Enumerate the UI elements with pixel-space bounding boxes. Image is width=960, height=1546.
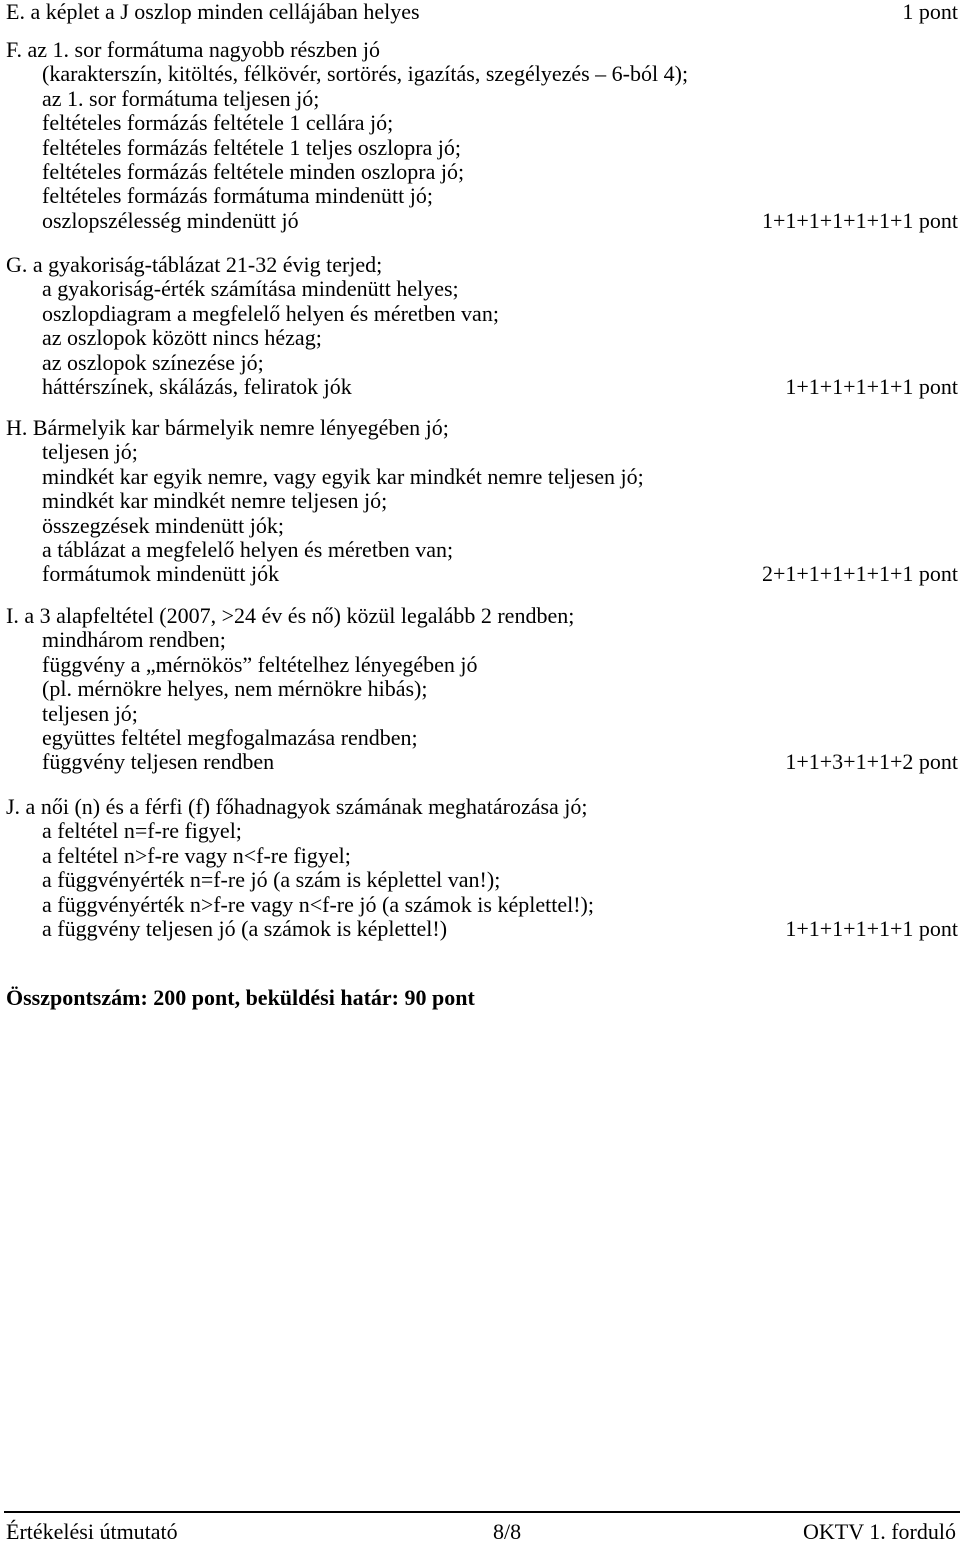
section-line: a feltétel n=f-re figyel;	[42, 818, 242, 844]
section-points: 1+1+1+1+1+1+1 pont	[761, 207, 958, 233]
section-points: 1+1+1+1+1+1 pont	[785, 915, 958, 941]
section-line: a gyakoriság-érték számítása mindenütt helyes;	[42, 276, 459, 302]
section-line: (karakterszín, kitöltés, félkövér, sortörés, igazítás, szegélyezés – 6-ból 4);	[42, 61, 689, 87]
section-line: teljesen jó;	[42, 439, 138, 465]
section-line-text: oszlopszélesség mindenütt jó	[42, 207, 299, 233]
section-line-text: függvény teljesen rendben	[42, 749, 275, 775]
section-line: oszlopdiagram a megfelelő helyen és méretben van;	[42, 300, 499, 326]
section-line-text: formátumok mindenütt jók	[42, 561, 280, 587]
section-line: a függvényérték n=f-re jó (a szám is képlettel van!);	[42, 867, 501, 893]
section-line: feltételes formázás feltétele 1 teljes oszlopra jó;	[42, 134, 462, 160]
section-i	[6, 604, 958, 775]
section-line: a feltétel n>f-re vagy n<f-re figyel;	[42, 842, 351, 868]
section-line: (pl. mérnökre helyes, nem mérnökre hibás);	[42, 676, 428, 702]
section-line: teljesen jó;	[42, 700, 138, 726]
section-line-text: a függvény teljesen jó (a számok is képlettel!)	[42, 915, 448, 941]
section-line: mindhárom rendben;	[42, 627, 226, 653]
total-score: Összpontszám: 200 pont, beküldési határ: 90 pont	[6, 985, 475, 1010]
section-line: feltételes formázás feltétele minden oszlopra jó;	[42, 158, 465, 184]
section-line: az oszlopok között nincs hézag;	[42, 325, 322, 351]
section-line: a függvényérték n>f-re vagy n<f-re jó (a számok is képlettel!);	[42, 891, 594, 917]
section-line	[6, 750, 958, 774]
page-number: 8/8	[493, 1519, 522, 1544]
section-line: G. a gyakoriság-táblázat 21-32 évig terjed;	[6, 252, 383, 277]
section-line: feltételes formázás formátuma mindenütt jó;	[42, 183, 433, 209]
section-line: együttes feltétel megfogalmazása rendben;	[42, 724, 418, 750]
section-line	[6, 375, 958, 399]
section-points: 1+1+3+1+1+2 pont	[785, 749, 958, 775]
section-j	[6, 795, 958, 941]
section-e	[6, 0, 958, 24]
section-line: I. a 3 alapfeltétel (2007, >24 év és nő) közül legalább 2 rendben;	[6, 603, 575, 628]
section-line	[6, 562, 958, 586]
section-line: mindkét kar mindkét nemre teljesen jó;	[42, 488, 388, 514]
section-line	[6, 0, 958, 24]
section-line: függvény a „mérnökös” feltételhez lényegében jó	[42, 651, 478, 677]
section-line: H. Bármelyik kar bármelyik nemre lényegében jó;	[6, 415, 449, 440]
section-f	[6, 38, 958, 233]
section-g	[6, 253, 958, 399]
section-points: 2+1+1+1+1+1+1 pont	[761, 561, 958, 587]
section-points: 1 pont	[902, 0, 958, 24]
section-h	[6, 416, 958, 587]
section-line	[6, 209, 958, 233]
section-line: feltételes formázás feltétele 1 cellára jó;	[42, 110, 394, 136]
section-points: 1+1+1+1+1+1 pont	[785, 373, 958, 399]
section-line: az 1. sor formátuma teljesen jó;	[42, 85, 320, 111]
section-line: mindkét kar egyik nemre, vagy egyik kar mindkét nemre teljesen jó;	[42, 463, 644, 489]
section-line	[6, 917, 958, 941]
section-line: J. a női (n) és a férfi (f) főhadnagyok számának meghatározása jó;	[6, 794, 588, 819]
footer-title: Értékelési útmutató	[6, 1519, 178, 1544]
section-line: összegzések mindenütt jók;	[42, 512, 284, 538]
section-line-text: háttérszínek, skálázás, feliratok jók	[42, 373, 352, 399]
section-line: F. az 1. sor formátuma nagyobb részben jó	[6, 37, 380, 62]
section-line: a táblázat a megfelelő helyen és méretben van;	[42, 536, 454, 562]
section-line-text: E. a képlet a J oszlop minden cellájában helyes	[6, 0, 420, 24]
footer-competition: OKTV 1. forduló	[803, 1519, 956, 1544]
footer-divider	[4, 1511, 960, 1513]
section-line: az oszlopok színezése jó;	[42, 349, 264, 375]
